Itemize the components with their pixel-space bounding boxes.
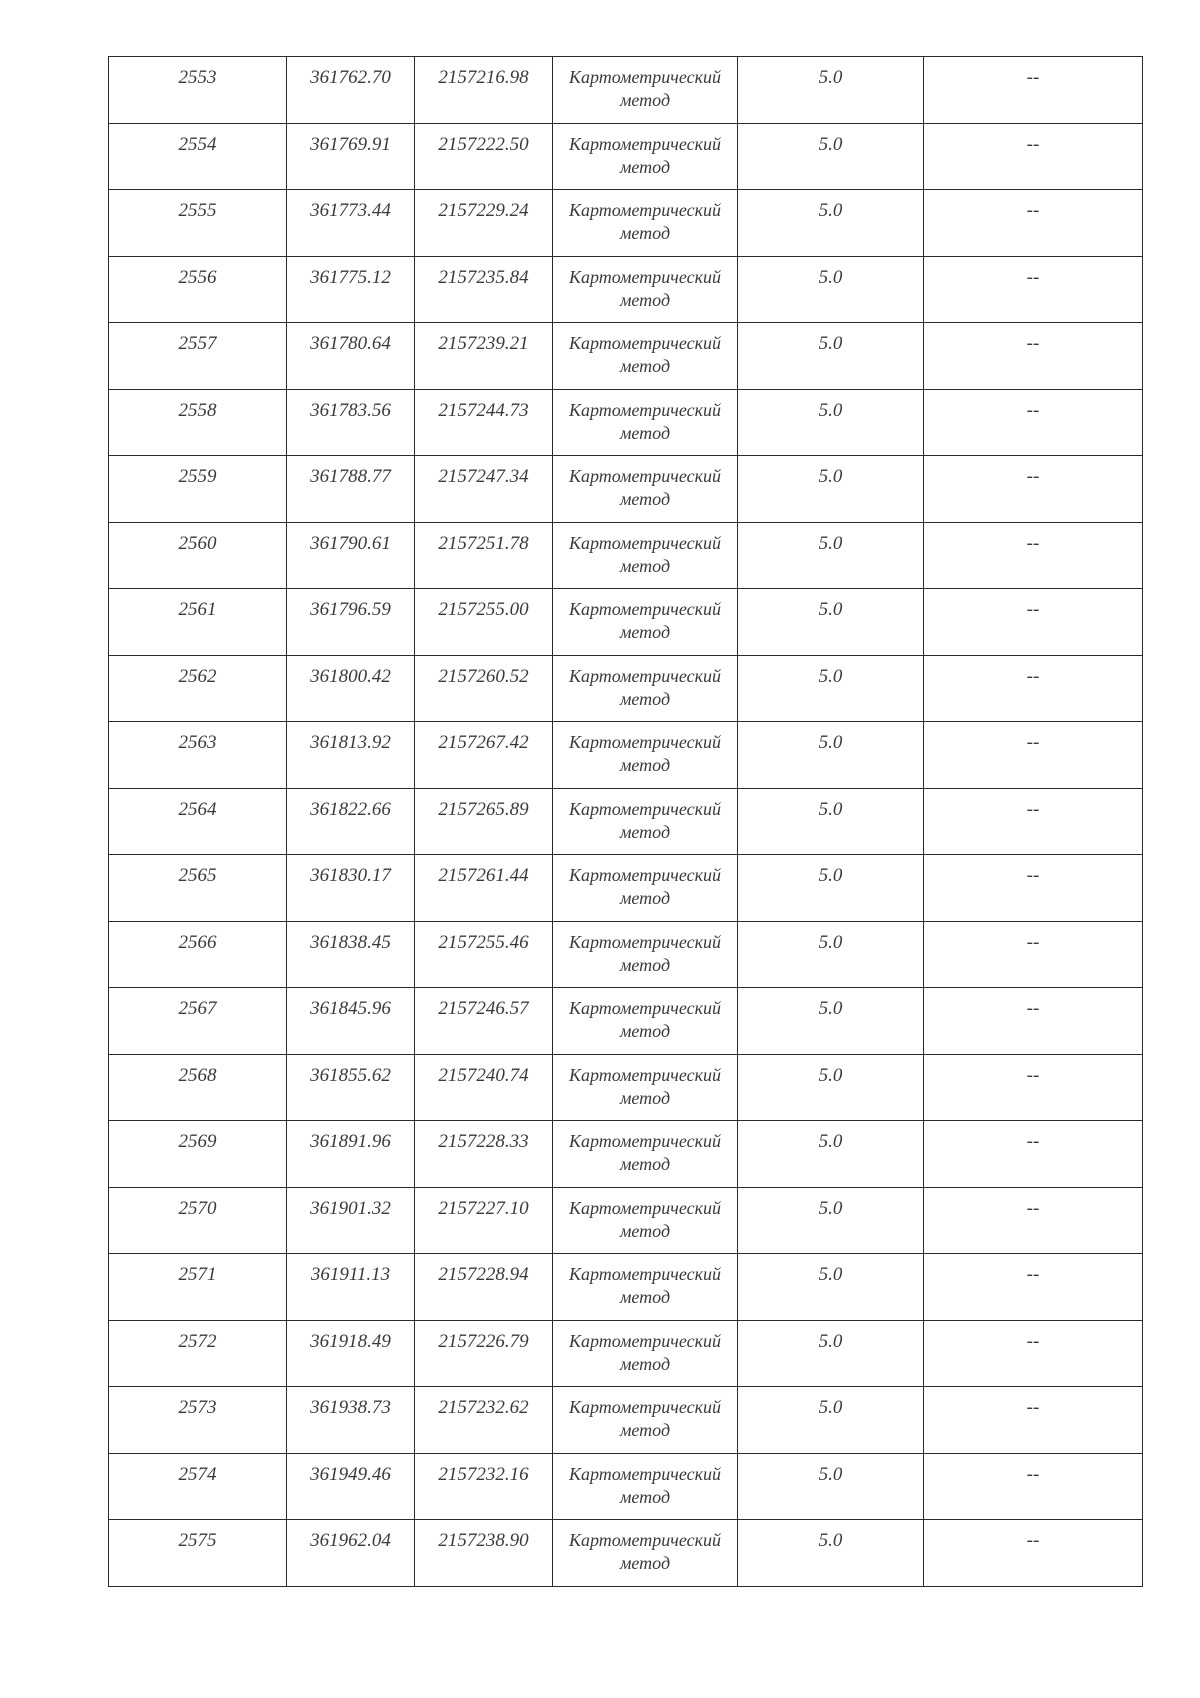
x-coordinate-cell: 361796.59 (287, 589, 415, 656)
note-cell: -- (924, 921, 1143, 988)
accuracy-cell: 5.0 (738, 1387, 924, 1454)
y-coordinate-cell: 2157229.24 (415, 190, 553, 257)
x-coordinate-cell: 361938.73 (287, 1387, 415, 1454)
point-number-cell: 2573 (109, 1387, 287, 1454)
y-coordinate-cell: 2157255.46 (415, 921, 553, 988)
table-row (109, 456, 1143, 523)
accuracy-cell: 5.0 (738, 123, 924, 190)
point-number-cell: 2569 (109, 1121, 287, 1188)
accuracy-cell: 5.0 (738, 456, 924, 523)
point-number-cell: 2566 (109, 921, 287, 988)
accuracy-cell: 5.0 (738, 190, 924, 257)
table-row (109, 589, 1143, 656)
accuracy-cell: 5.0 (738, 988, 924, 1055)
x-coordinate-cell: 361845.96 (287, 988, 415, 1055)
point-number-cell: 2554 (109, 123, 287, 190)
method-cell: Картометрический метод (553, 323, 738, 390)
y-coordinate-cell: 2157232.16 (415, 1453, 553, 1520)
y-coordinate-cell: 2157228.94 (415, 1254, 553, 1321)
note-cell: -- (924, 522, 1143, 589)
note-cell: -- (924, 389, 1143, 456)
note-cell: -- (924, 190, 1143, 257)
y-coordinate-cell: 2157226.79 (415, 1320, 553, 1387)
x-coordinate-cell: 361830.17 (287, 855, 415, 922)
note-cell: -- (924, 57, 1143, 124)
method-cell: Картометрический метод (553, 190, 738, 257)
note-cell: -- (924, 722, 1143, 789)
y-coordinate-cell: 2157246.57 (415, 988, 553, 1055)
method-cell: Картометрический метод (553, 988, 738, 1055)
point-number-cell: 2563 (109, 722, 287, 789)
table-row (109, 1453, 1143, 1520)
table-row (109, 788, 1143, 855)
y-coordinate-cell: 2157251.78 (415, 522, 553, 589)
note-cell: -- (924, 1320, 1143, 1387)
y-coordinate-cell: 2157228.33 (415, 1121, 553, 1188)
note-cell: -- (924, 1121, 1143, 1188)
point-number-cell: 2556 (109, 256, 287, 323)
x-coordinate-cell: 361838.45 (287, 921, 415, 988)
method-cell: Картометрический метод (553, 589, 738, 656)
accuracy-cell: 5.0 (738, 1453, 924, 1520)
table-row (109, 1054, 1143, 1121)
point-number-cell: 2564 (109, 788, 287, 855)
accuracy-cell: 5.0 (738, 57, 924, 124)
table-row (109, 988, 1143, 1055)
note-cell: -- (924, 1453, 1143, 1520)
method-cell: Картометрический метод (553, 123, 738, 190)
point-number-cell: 2555 (109, 190, 287, 257)
note-cell: -- (924, 456, 1143, 523)
table-row (109, 1254, 1143, 1321)
point-number-cell: 2553 (109, 57, 287, 124)
x-coordinate-cell: 361775.12 (287, 256, 415, 323)
method-cell: Картометрический метод (553, 722, 738, 789)
y-coordinate-cell: 2157261.44 (415, 855, 553, 922)
point-number-cell: 2568 (109, 1054, 287, 1121)
x-coordinate-cell: 361891.96 (287, 1121, 415, 1188)
accuracy-cell: 5.0 (738, 1520, 924, 1587)
accuracy-cell: 5.0 (738, 655, 924, 722)
table-row (109, 1520, 1143, 1587)
accuracy-cell: 5.0 (738, 855, 924, 922)
note-cell: -- (924, 323, 1143, 390)
table-row (109, 1387, 1143, 1454)
x-coordinate-cell: 361783.56 (287, 389, 415, 456)
y-coordinate-cell: 2157216.98 (415, 57, 553, 124)
y-coordinate-cell: 2157238.90 (415, 1520, 553, 1587)
table-row (109, 389, 1143, 456)
note-cell: -- (924, 1187, 1143, 1254)
point-number-cell: 2561 (109, 589, 287, 656)
table-row (109, 190, 1143, 257)
accuracy-cell: 5.0 (738, 1121, 924, 1188)
table-row (109, 1187, 1143, 1254)
point-number-cell: 2567 (109, 988, 287, 1055)
point-number-cell: 2572 (109, 1320, 287, 1387)
method-cell: Картометрический метод (553, 1320, 738, 1387)
note-cell: -- (924, 1387, 1143, 1454)
point-number-cell: 2557 (109, 323, 287, 390)
point-number-cell: 2575 (109, 1520, 287, 1587)
table-row (109, 1121, 1143, 1188)
method-cell: Картометрический метод (553, 655, 738, 722)
point-number-cell: 2565 (109, 855, 287, 922)
y-coordinate-cell: 2157232.62 (415, 1387, 553, 1454)
note-cell: -- (924, 256, 1143, 323)
accuracy-cell: 5.0 (738, 722, 924, 789)
method-cell: Картометрический метод (553, 1054, 738, 1121)
method-cell: Картометрический метод (553, 57, 738, 124)
note-cell: -- (924, 855, 1143, 922)
method-cell: Картометрический метод (553, 1121, 738, 1188)
x-coordinate-cell: 361788.77 (287, 456, 415, 523)
point-number-cell: 2571 (109, 1254, 287, 1321)
x-coordinate-cell: 361901.32 (287, 1187, 415, 1254)
method-cell: Картометрический метод (553, 1187, 738, 1254)
accuracy-cell: 5.0 (738, 921, 924, 988)
x-coordinate-cell: 361800.42 (287, 655, 415, 722)
method-cell: Картометрический метод (553, 788, 738, 855)
x-coordinate-cell: 361813.92 (287, 722, 415, 789)
y-coordinate-cell: 2157244.73 (415, 389, 553, 456)
point-number-cell: 2560 (109, 522, 287, 589)
point-number-cell: 2570 (109, 1187, 287, 1254)
method-cell: Картометрический метод (553, 921, 738, 988)
point-number-cell: 2559 (109, 456, 287, 523)
table-row (109, 921, 1143, 988)
method-cell: Картометрический метод (553, 256, 738, 323)
x-coordinate-cell: 361762.70 (287, 57, 415, 124)
point-number-cell: 2558 (109, 389, 287, 456)
coordinates-table (108, 56, 1143, 1587)
accuracy-cell: 5.0 (738, 323, 924, 390)
note-cell: -- (924, 788, 1143, 855)
note-cell: -- (924, 1520, 1143, 1587)
x-coordinate-cell: 361769.91 (287, 123, 415, 190)
note-cell: -- (924, 655, 1143, 722)
point-number-cell: 2562 (109, 655, 287, 722)
note-cell: -- (924, 589, 1143, 656)
table-row (109, 123, 1143, 190)
table-row (109, 57, 1143, 124)
x-coordinate-cell: 361855.62 (287, 1054, 415, 1121)
y-coordinate-cell: 2157227.10 (415, 1187, 553, 1254)
method-cell: Картометрический метод (553, 522, 738, 589)
table-row (109, 256, 1143, 323)
x-coordinate-cell: 361949.46 (287, 1453, 415, 1520)
note-cell: -- (924, 988, 1143, 1055)
note-cell: -- (924, 123, 1143, 190)
y-coordinate-cell: 2157239.21 (415, 323, 553, 390)
method-cell: Картометрический метод (553, 1453, 738, 1520)
accuracy-cell: 5.0 (738, 788, 924, 855)
accuracy-cell: 5.0 (738, 256, 924, 323)
x-coordinate-cell: 361918.49 (287, 1320, 415, 1387)
y-coordinate-cell: 2157255.00 (415, 589, 553, 656)
accuracy-cell: 5.0 (738, 1054, 924, 1121)
method-cell: Картометрический метод (553, 1254, 738, 1321)
accuracy-cell: 5.0 (738, 1254, 924, 1321)
x-coordinate-cell: 361780.64 (287, 323, 415, 390)
accuracy-cell: 5.0 (738, 589, 924, 656)
y-coordinate-cell: 2157247.34 (415, 456, 553, 523)
y-coordinate-cell: 2157260.52 (415, 655, 553, 722)
point-number-cell: 2574 (109, 1453, 287, 1520)
method-cell: Картометрический метод (553, 1520, 738, 1587)
table-body (109, 57, 1143, 1587)
accuracy-cell: 5.0 (738, 522, 924, 589)
accuracy-cell: 5.0 (738, 1320, 924, 1387)
table-row (109, 1320, 1143, 1387)
note-cell: -- (924, 1054, 1143, 1121)
method-cell: Картометрический метод (553, 389, 738, 456)
x-coordinate-cell: 361822.66 (287, 788, 415, 855)
y-coordinate-cell: 2157267.42 (415, 722, 553, 789)
y-coordinate-cell: 2157240.74 (415, 1054, 553, 1121)
y-coordinate-cell: 2157265.89 (415, 788, 553, 855)
table-row (109, 855, 1143, 922)
x-coordinate-cell: 361773.44 (287, 190, 415, 257)
x-coordinate-cell: 361790.61 (287, 522, 415, 589)
table-row (109, 655, 1143, 722)
y-coordinate-cell: 2157235.84 (415, 256, 553, 323)
method-cell: Картометрический метод (553, 855, 738, 922)
x-coordinate-cell: 361911.13 (287, 1254, 415, 1321)
table-row (109, 722, 1143, 789)
x-coordinate-cell: 361962.04 (287, 1520, 415, 1587)
y-coordinate-cell: 2157222.50 (415, 123, 553, 190)
accuracy-cell: 5.0 (738, 1187, 924, 1254)
method-cell: Картометрический метод (553, 1387, 738, 1454)
accuracy-cell: 5.0 (738, 389, 924, 456)
method-cell: Картометрический метод (553, 456, 738, 523)
table-row (109, 323, 1143, 390)
table-row (109, 522, 1143, 589)
note-cell: -- (924, 1254, 1143, 1321)
